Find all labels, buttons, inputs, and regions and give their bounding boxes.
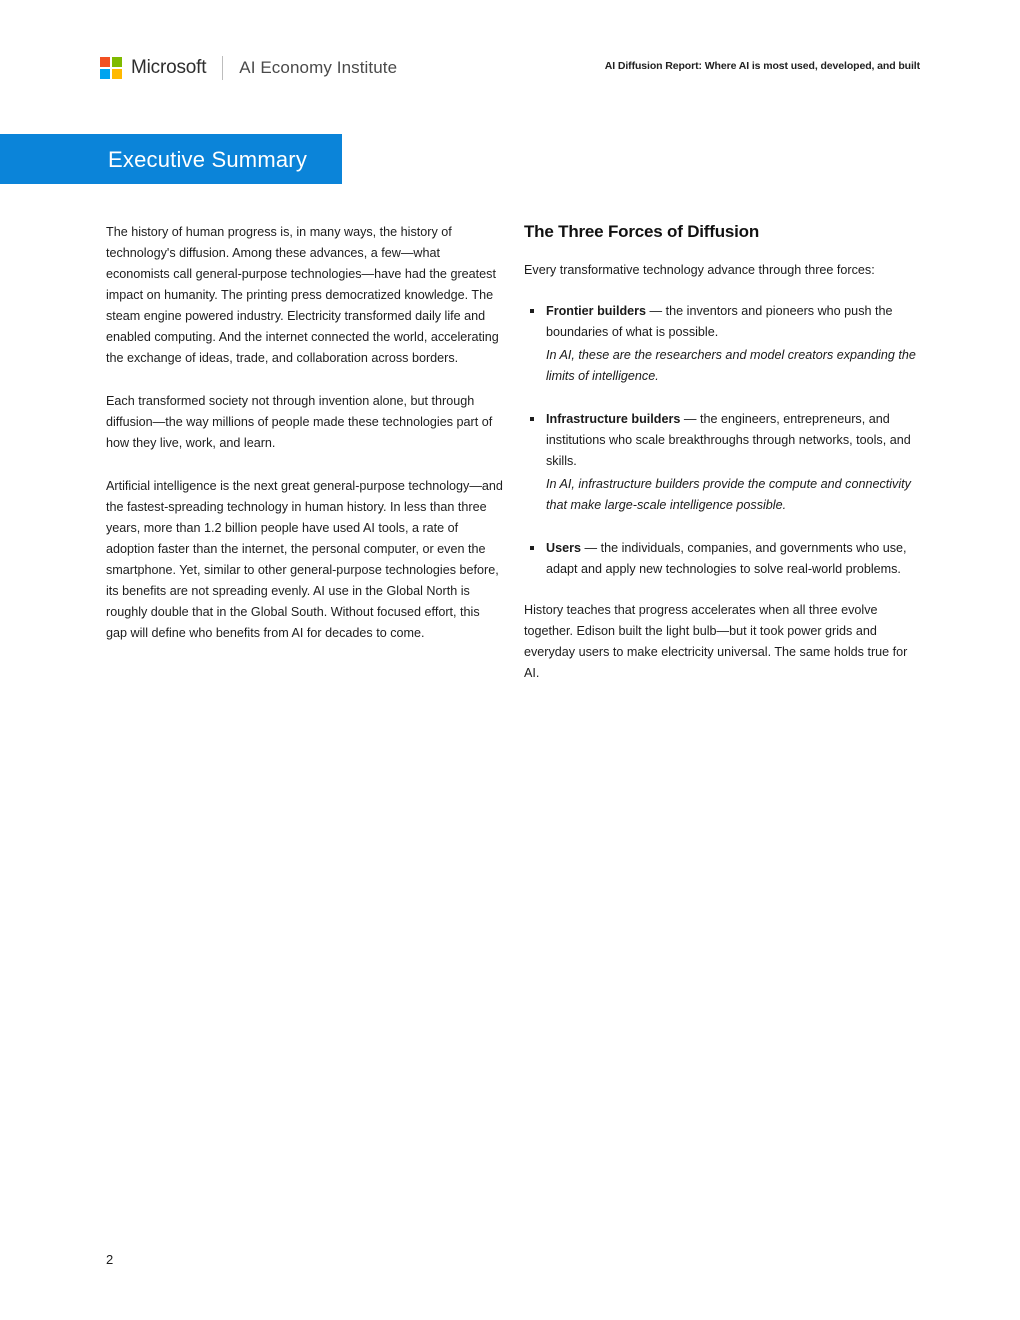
brand-lockup [100, 52, 397, 84]
brand-name: Microsoft [131, 57, 207, 78]
page-header [0, 52, 1020, 92]
closing-paragraph: History teaches that progress accelerates when all three evolve together. Edison built the light bulb—but it took power grids and everyday users to make electricity universal. The same holds true for AI. [524, 603, 908, 680]
right-column [524, 222, 920, 684]
list-item [524, 301, 920, 387]
bullet-icon [530, 309, 534, 313]
left-column [106, 222, 504, 644]
paragraph: Artificial intelligence is the next great general-purpose technology—and the fastest-spreading technology in human history. In less than three years, more than 1.2 billion people have used AI tools, a rate of adoption faster than the internet, the personal computer, or even the smartphone. Yet, similar to other general-purpose technologies before, its benefits are not spreading evenly. AI use in the Global North is roughly double that in the Global South. Without focused effort, this gap will define who benefits from AI for decades to come. [106, 479, 503, 640]
section-banner [0, 134, 342, 184]
force-description: — the engineers, entrepreneurs, and institutions who scale breakthroughs through networks, tools, and skills. [546, 412, 911, 468]
paragraph: The history of human progress is, in many ways, the history of technology's diffusion. Among these advances, a few—what economists call general-purpose technologies—have had the greatest impact on humanity. The printing press democratized knowledge. The steam engine powered industry. Electricity transformed daily life and enabled computing. And the internet connected the world, accelerating the exchange of ideas, trade, and collaboration across borders. [106, 225, 499, 365]
force-note: In AI, these are the researchers and model creators expanding the limits of intelligence. [546, 348, 916, 383]
paragraph: Each transformed society not through invention alone, but through diffusion—the way millions of people made these technologies part of how they live, work, and learn. [106, 394, 493, 450]
microsoft-logo-icon [100, 57, 122, 79]
force-note: In AI, infrastructure builders provide the compute and connectivity that make large-scale intelligence possible. [546, 477, 911, 512]
section-title: Executive Summary [108, 147, 308, 172]
running-head: AI Diffusion Report: Where AI is most used, developed, and built [604, 60, 920, 72]
brand-divider [222, 56, 223, 80]
force-description: — the inventors and pioneers who push the boundaries of what is possible. [546, 304, 893, 339]
page-number: 2 [106, 1252, 114, 1267]
right-column-heading: The Three Forces of Diffusion [524, 222, 760, 241]
bullet-icon [530, 417, 534, 421]
force-term: Users [546, 541, 582, 555]
force-term: Infrastructure builders [546, 412, 681, 426]
list-item [524, 409, 920, 516]
force-term: Frontier builders [546, 304, 647, 318]
right-column-intro: Every transformative technology advance through three forces: [524, 263, 875, 277]
brand-subtitle: AI Economy Institute [239, 58, 398, 77]
list-item [524, 538, 920, 580]
forces-list [524, 301, 920, 580]
force-description: — the individuals, companies, and governments who use, adapt and apply new technologies to solve real-world problems. [546, 541, 907, 576]
bullet-icon [530, 546, 534, 550]
